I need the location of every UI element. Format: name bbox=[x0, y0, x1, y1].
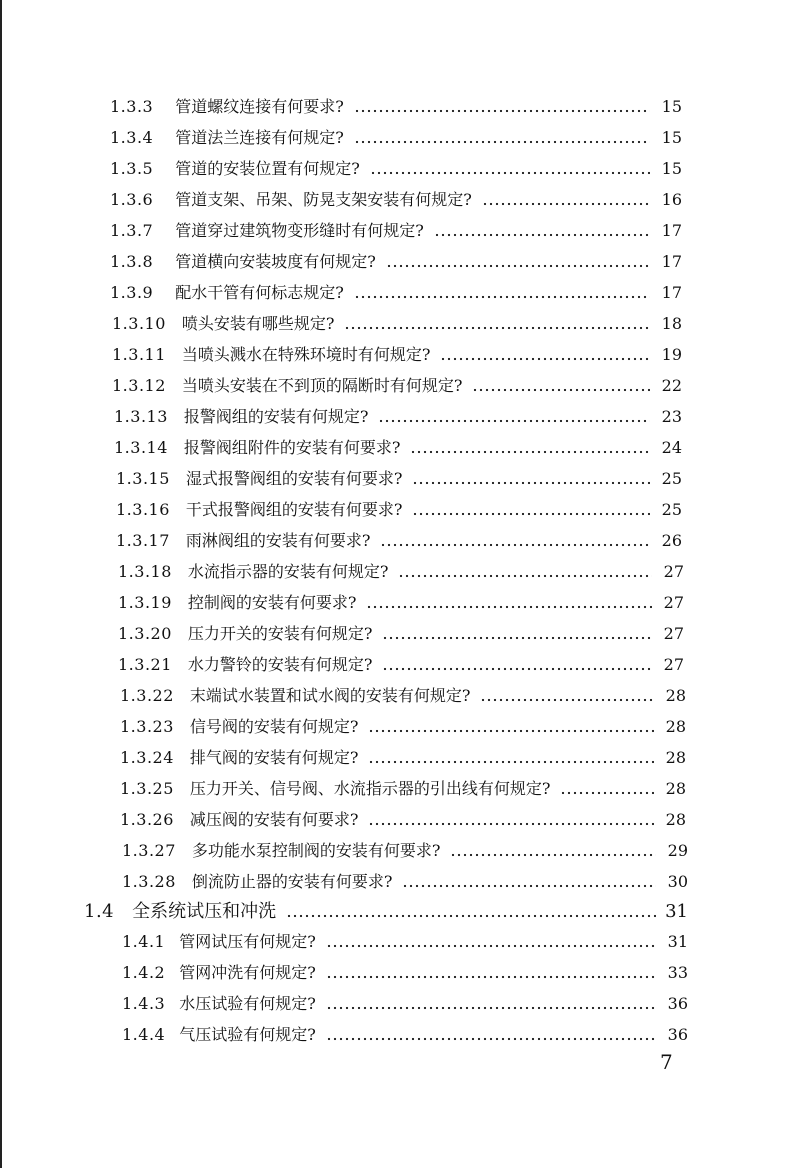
toc-entry-number: 1.3.20 bbox=[118, 624, 172, 643]
toc-entry[interactable] bbox=[122, 1021, 688, 1049]
toc-section-page: 31 bbox=[665, 901, 688, 922]
toc-dot-leader bbox=[344, 310, 650, 338]
toc-entry-number: 1.3.27 bbox=[122, 841, 176, 860]
toc-entry[interactable] bbox=[122, 928, 688, 956]
toc-entry-page: 15 bbox=[661, 128, 682, 147]
toc-dot-leader bbox=[386, 248, 650, 276]
toc-entry-page: 33 bbox=[667, 963, 688, 982]
toc-dot-leader bbox=[472, 372, 650, 400]
toc-entry[interactable] bbox=[120, 713, 686, 741]
toc-entry-page: 36 bbox=[667, 1025, 688, 1044]
toc-dot-leader bbox=[354, 93, 650, 121]
toc-entry-page: 30 bbox=[667, 872, 688, 891]
toc-dot-leader bbox=[368, 806, 654, 834]
toc-entry-title: 雨淋阀组的安装有何要求? bbox=[185, 531, 371, 550]
toc-dot-leader bbox=[326, 1021, 656, 1049]
toc-entry[interactable] bbox=[120, 775, 686, 803]
toc-entry[interactable] bbox=[120, 682, 686, 710]
toc-dot-leader bbox=[354, 279, 650, 307]
toc-entry-number: 1.4.3 bbox=[122, 994, 166, 1013]
toc-entry-number: 1.4.4 bbox=[122, 1025, 166, 1044]
toc-entry-page: 28 bbox=[665, 810, 686, 829]
toc-entry-page: 28 bbox=[665, 779, 686, 798]
toc-dot-leader bbox=[326, 959, 656, 987]
toc-entry[interactable] bbox=[112, 341, 682, 369]
toc-dot-leader bbox=[326, 928, 656, 956]
toc-dot-leader bbox=[354, 124, 650, 152]
toc-entry[interactable] bbox=[122, 990, 688, 1018]
toc-entry-page: 15 bbox=[661, 159, 682, 178]
toc-entry-title: 管道法兰连接有何规定? bbox=[175, 128, 344, 147]
toc-dot-leader bbox=[378, 403, 650, 431]
toc-entry-page: 15 bbox=[661, 97, 682, 116]
toc-entry-number: 1.3.10 bbox=[112, 314, 166, 333]
toc-entry-page: 27 bbox=[663, 655, 684, 674]
toc-dot-leader bbox=[380, 527, 650, 555]
toc-entry[interactable] bbox=[122, 837, 688, 865]
toc-entry-page: 27 bbox=[663, 593, 684, 612]
toc-entry-title: 信号阀的安装有何规定? bbox=[189, 717, 359, 736]
toc-entry[interactable] bbox=[116, 496, 682, 524]
toc-dot-leader bbox=[410, 434, 650, 462]
toc-entry-number: 1.3.9 bbox=[110, 283, 154, 302]
toc-entry-title: 报警阀组的安装有何规定? bbox=[183, 407, 369, 426]
toc-dot-leader bbox=[412, 465, 650, 493]
toc-entry-title: 管道支架、吊架、防晃支架安装有何规定? bbox=[175, 190, 472, 209]
toc-section-number: 1.4 bbox=[84, 901, 115, 922]
toc-dot-leader bbox=[368, 744, 654, 772]
toc-entry-number: 1.3.26 bbox=[120, 810, 174, 829]
toc-entry-title: 排气阀的安装有何规定? bbox=[189, 748, 359, 767]
toc-entry[interactable] bbox=[112, 310, 682, 338]
toc-entry-number: 1.3.13 bbox=[114, 407, 168, 426]
toc-entry-page: 36 bbox=[667, 994, 688, 1013]
toc-entry[interactable] bbox=[118, 620, 684, 648]
toc-entry-number: 1.3.15 bbox=[116, 469, 170, 488]
toc-entry-page: 31 bbox=[667, 932, 688, 951]
toc-dot-leader bbox=[480, 682, 654, 710]
toc-entry[interactable] bbox=[110, 217, 682, 245]
toc-entry-title: 水流指示器的安装有何规定? bbox=[187, 562, 389, 581]
toc-section-heading[interactable] bbox=[84, 898, 688, 926]
toc-dot-leader bbox=[434, 217, 650, 245]
toc-entry-number: 1.3.16 bbox=[116, 500, 170, 519]
toc-entry-page: 28 bbox=[665, 748, 686, 767]
toc-entry-page: 17 bbox=[661, 283, 682, 302]
toc-entry[interactable] bbox=[110, 186, 682, 214]
toc-entry-title: 气压试验有何规定? bbox=[179, 1025, 316, 1044]
toc-entry-number: 1.4.1 bbox=[122, 932, 166, 951]
toc-dot-leader bbox=[560, 775, 654, 803]
toc-entry[interactable] bbox=[112, 372, 682, 400]
toc-entry-page: 19 bbox=[661, 345, 682, 364]
toc-entry-title: 配水干管有何标志规定? bbox=[175, 283, 344, 302]
toc-entry-page: 28 bbox=[665, 717, 686, 736]
toc-entry-title: 水压试验有何规定? bbox=[179, 994, 316, 1013]
toc-entry-number: 1.3.7 bbox=[110, 221, 154, 240]
toc-entry-title: 管网试压有何规定? bbox=[179, 932, 316, 951]
toc-entry-title: 喷头安装有哪些规定? bbox=[181, 314, 335, 333]
toc-entry-title: 当喷头安装在不到顶的隔断时有何规定? bbox=[181, 376, 463, 395]
toc-entry[interactable] bbox=[110, 124, 682, 152]
toc-entry-title: 湿式报警阀组的安装有何要求? bbox=[185, 469, 403, 488]
toc-entry-number: 1.4.2 bbox=[122, 963, 166, 982]
toc-entry-number: 1.3.22 bbox=[120, 686, 174, 705]
toc-entry-title: 管道横向安装坡度有何规定? bbox=[175, 252, 376, 271]
toc-entry[interactable] bbox=[120, 806, 686, 834]
toc-entry-page: 28 bbox=[665, 686, 686, 705]
toc-entry-title: 多功能水泵控制阀的安装有何要求? bbox=[191, 841, 441, 860]
toc-dot-leader bbox=[370, 155, 650, 183]
toc-dot-leader bbox=[368, 713, 654, 741]
toc-entry-number: 1.3.25 bbox=[120, 779, 174, 798]
toc-dot-leader bbox=[412, 496, 650, 524]
toc-entry[interactable] bbox=[114, 434, 682, 462]
toc-entry-title: 管道的安装位置有何规定? bbox=[175, 159, 360, 178]
toc-entry[interactable] bbox=[114, 403, 682, 431]
toc-entry-title: 干式报警阀组的安装有何要求? bbox=[185, 500, 403, 519]
toc-entry[interactable] bbox=[110, 248, 682, 276]
toc-entry-page: 27 bbox=[663, 562, 684, 581]
toc-entry-number: 1.3.21 bbox=[118, 655, 172, 674]
toc-entry[interactable] bbox=[116, 527, 682, 555]
toc-dot-leader bbox=[382, 620, 652, 648]
toc-dot-leader bbox=[440, 341, 650, 369]
toc-entry-page: 17 bbox=[661, 252, 682, 271]
toc-entry-page: 24 bbox=[661, 438, 682, 457]
toc-entry[interactable] bbox=[110, 93, 682, 121]
toc-dot-leader bbox=[286, 898, 656, 926]
page-binding-edge bbox=[0, 0, 2, 1168]
toc-dot-leader bbox=[402, 868, 656, 896]
toc-entry[interactable] bbox=[122, 868, 688, 896]
toc-dot-leader bbox=[326, 990, 656, 1018]
toc-dot-leader bbox=[398, 558, 652, 586]
toc-entry-title: 压力开关、信号阀、水流指示器的引出线有何规定? bbox=[189, 779, 551, 798]
toc-entry-number: 1.3.5 bbox=[110, 159, 154, 178]
toc-entry-title: 报警阀组附件的安装有何要求? bbox=[183, 438, 401, 457]
toc-entry-number: 1.3.8 bbox=[110, 252, 154, 271]
toc-entry-page: 22 bbox=[661, 376, 682, 395]
toc-entry-page: 17 bbox=[661, 221, 682, 240]
toc-entry[interactable] bbox=[120, 744, 686, 772]
toc-entry[interactable] bbox=[122, 959, 688, 987]
toc-entry-number: 1.3.12 bbox=[112, 376, 166, 395]
toc-entry-page: 25 bbox=[661, 500, 682, 519]
toc-dot-leader bbox=[366, 589, 652, 617]
toc-entry-title: 倒流防止器的安装有何要求? bbox=[191, 872, 393, 891]
toc-entry-number: 1.3.24 bbox=[120, 748, 174, 767]
toc-entry-number: 1.3.18 bbox=[118, 562, 172, 581]
toc-entry-title: 管网冲洗有何规定? bbox=[179, 963, 316, 982]
toc-entry-number: 1.3.14 bbox=[114, 438, 168, 457]
toc-entry[interactable] bbox=[118, 589, 684, 617]
toc-section-title: 全系统试压和冲洗 bbox=[132, 901, 277, 922]
toc-dot-leader bbox=[382, 651, 652, 679]
toc-entry-number: 1.3.4 bbox=[110, 128, 154, 147]
toc-entry-number: 1.3.11 bbox=[112, 345, 166, 364]
toc-entry-title: 水力警铃的安装有何规定? bbox=[187, 655, 373, 674]
toc-entry-page: 27 bbox=[663, 624, 684, 643]
toc-entry-number: 1.3.3 bbox=[110, 97, 154, 116]
toc-entry[interactable] bbox=[118, 651, 684, 679]
toc-entry-number: 1.3.23 bbox=[120, 717, 174, 736]
toc-entry[interactable] bbox=[110, 155, 682, 183]
toc-entry-number: 1.3.17 bbox=[116, 531, 170, 550]
toc-entry[interactable] bbox=[118, 558, 684, 586]
toc-entry-title: 控制阀的安装有何要求? bbox=[187, 593, 357, 612]
toc-entry-page: 18 bbox=[661, 314, 682, 333]
toc-entry-page: 29 bbox=[667, 841, 688, 860]
toc-entry-page: 23 bbox=[661, 407, 682, 426]
toc-entry-page: 25 bbox=[661, 469, 682, 488]
toc-entry-number: 1.3.19 bbox=[118, 593, 172, 612]
toc-entry-page: 16 bbox=[661, 190, 682, 209]
toc-entry[interactable] bbox=[110, 279, 682, 307]
toc-entry-title: 管道螺纹连接有何要求? bbox=[175, 97, 344, 116]
toc-dot-leader bbox=[450, 837, 656, 865]
toc-entry-title: 末端试水装置和试水阀的安装有何规定? bbox=[189, 686, 471, 705]
toc-entry-page: 26 bbox=[661, 531, 682, 550]
toc-entry-number: 1.3.28 bbox=[122, 872, 176, 891]
toc-entry-title: 减压阀的安装有何要求? bbox=[189, 810, 359, 829]
toc-entry-number: 1.3.6 bbox=[110, 190, 154, 209]
toc-entry-title: 管道穿过建筑物变形缝时有何规定? bbox=[175, 221, 424, 240]
toc-entry-title: 当喷头溅水在特殊环境时有何规定? bbox=[181, 345, 431, 364]
toc-entry-title: 压力开关的安装有何规定? bbox=[187, 624, 373, 643]
toc-entry[interactable] bbox=[116, 465, 682, 493]
toc-dot-leader bbox=[482, 186, 650, 214]
page-number: 7 bbox=[660, 1050, 673, 1074]
